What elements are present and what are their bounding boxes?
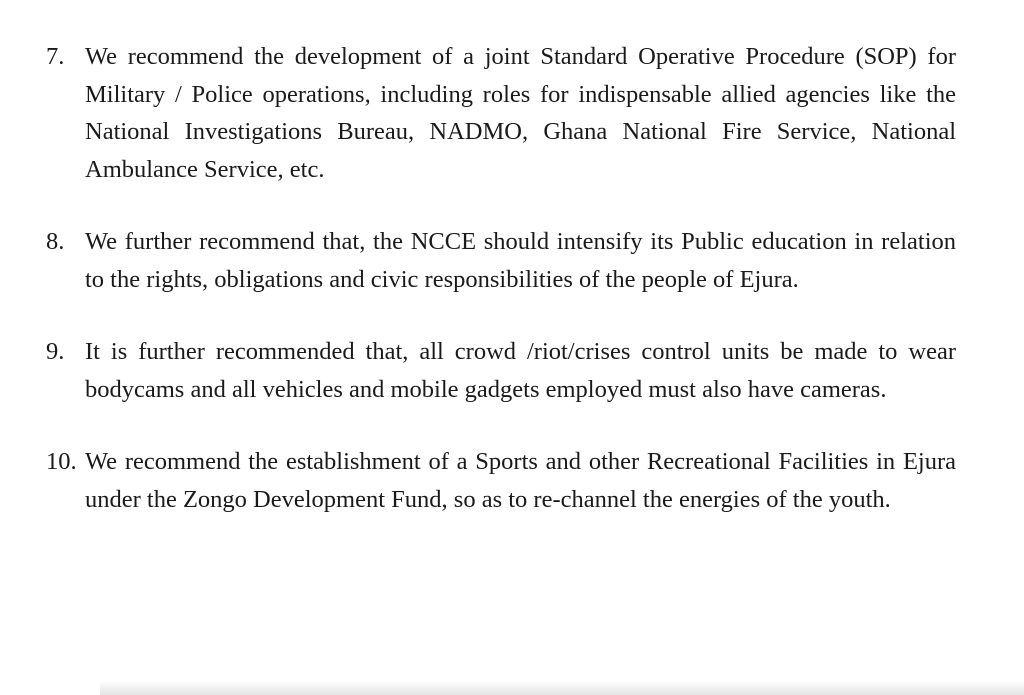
- recommendation-item-9: [46, 333, 956, 408]
- recommendations-list: [46, 38, 956, 553]
- item-number: 10.: [46, 448, 77, 475]
- item-text: We recommend the development of a joint Standard Operative Procedure (SOP) for Military / Police operations, including roles for indispensable allied agencies like the National Investigations Bureau, NADMO, Ghana National Fire Service, National Ambulance Service, etc.: [85, 43, 956, 183]
- item-text: We further recommend that, the NCCE should intensify its Public education in relation to the rights, obligations and civic responsibilities of the people of Ejura.: [85, 228, 956, 293]
- item-text: We recommend the establishment of a Sports and other Recreational Facilities in Ejura under the Zongo Development Fund, so as to re-channel the energies of the youth.: [85, 448, 956, 513]
- recommendation-item-10: [46, 443, 956, 518]
- page-edge-shadow: [100, 681, 1024, 695]
- item-number: 7.: [46, 43, 65, 70]
- item-number: 9.: [46, 338, 65, 365]
- recommendation-item-8: [46, 223, 956, 298]
- item-number: 8.: [46, 228, 65, 255]
- recommendation-item-7: [46, 38, 956, 188]
- item-text: It is further recommended that, all crowd /riot/crises control units be made to wear bodycams and all vehicles and mobile gadgets employed must also have cameras.: [85, 338, 956, 403]
